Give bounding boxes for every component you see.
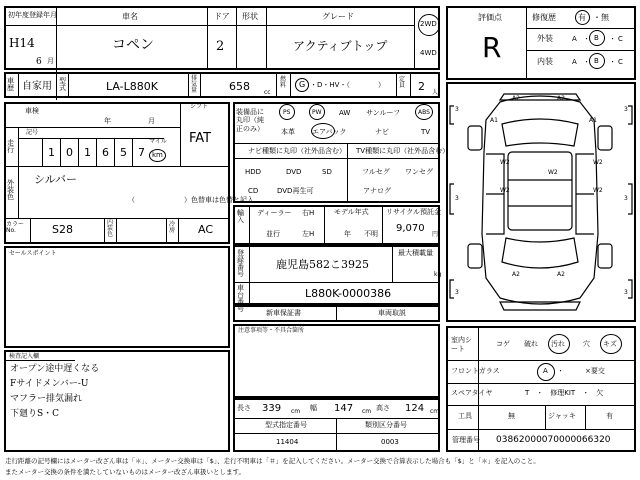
import-label: 輸入: [237, 209, 244, 224]
fuel-options: ・D・HV・（ ）: [310, 81, 385, 89]
score-label: 評価点: [478, 13, 502, 22]
exterior-color: シルバー: [34, 173, 77, 186]
caution-label: 注意事項等・不具合箇所: [238, 327, 305, 334]
doors: 2: [216, 39, 225, 54]
warranty-label: 新車保証書: [266, 309, 301, 317]
grade: アクティブトップ: [293, 39, 388, 53]
chassis-label: 車台番号: [237, 284, 244, 313]
length-label: 長さ: [237, 404, 251, 412]
month-unit: 月: [47, 57, 54, 65]
navi-cd: CD: [248, 187, 259, 195]
ext-grade-b: B: [594, 34, 599, 42]
note-item: オープン途中遅くなる: [10, 364, 100, 374]
color-no: S28: [52, 223, 73, 236]
note-item: 下廻りS・C: [10, 409, 60, 419]
length: 339: [262, 403, 282, 414]
tv-type-label: TV種類に丸印（社外品含む）: [356, 147, 450, 155]
damage-mark: W2: [500, 187, 510, 194]
seat-ana: 穴: [583, 340, 590, 348]
tv-oneseg: ワンセグ: [405, 168, 433, 176]
width-cm: cm: [362, 408, 372, 415]
odometer-digit: 0: [60, 139, 78, 166]
width: 147: [334, 403, 354, 414]
damage-mark: A2: [512, 95, 520, 102]
insp-year-unit: 年: [104, 117, 111, 125]
score: R: [482, 31, 502, 64]
model-year-unknown: 不明: [364, 230, 378, 238]
exterior-color-label: 外装色: [7, 179, 14, 201]
navi-dvd-play: DVD再生可: [277, 187, 314, 195]
jack-label: ジャッキ: [548, 412, 576, 420]
import-right-h: 右H: [302, 209, 315, 217]
damage-mark: W2: [548, 169, 558, 176]
km-label: km: [152, 151, 163, 159]
grade-label: グレード: [322, 12, 354, 21]
model-year-unit: 年: [344, 230, 351, 238]
reg-month: 6: [36, 57, 42, 67]
inspector-label: 検査記入欄: [9, 353, 40, 360]
import-dealer: ディーラー: [257, 209, 292, 217]
odometer-digit: 7: [132, 139, 150, 166]
interior-color-label: 内装色: [107, 219, 114, 238]
height-label: 高さ: [376, 404, 390, 412]
ac-label: 冷房: [169, 221, 176, 234]
odometer-digit: 5: [114, 139, 132, 166]
int-grade-c: C: [618, 58, 623, 66]
drive-4wd: 4WD: [420, 49, 437, 57]
equip-sunroof: サンルーフ: [366, 109, 401, 117]
damage-mark: A1: [490, 117, 498, 124]
ext-dot-2: ・: [609, 35, 616, 43]
vehicle-inspection-label: 車検: [25, 107, 39, 115]
import-parallel: 並行: [266, 230, 280, 238]
bracket-label: 3: [455, 195, 459, 202]
seat-yogore: 汚れ: [551, 340, 565, 348]
windshield-label: フロントガラス: [451, 367, 500, 375]
displacement-label: 排気量: [191, 75, 198, 94]
repair-yes: 有: [578, 13, 586, 22]
displacement: 658: [229, 80, 250, 93]
tv-fullseg: フルセグ: [362, 168, 390, 176]
recycle-amount: 9,070: [396, 223, 425, 234]
manage-label: 管理番号: [452, 436, 480, 444]
length-cm: cm: [291, 408, 301, 415]
seat-label: 室内シート: [451, 336, 472, 354]
model: LA-L880K: [106, 80, 158, 93]
repair-label: 修復歴: [532, 13, 556, 22]
odometer-digit: 1: [78, 139, 96, 166]
class-number: 0003: [381, 438, 399, 446]
damage-mark: W2: [500, 159, 510, 166]
shift: FAT: [189, 131, 212, 146]
kg-unit: kg: [434, 271, 442, 278]
footer-line-1: 走行距離の記号欄にはメーター改ざん車は「＊」、メーター交換車は「$」、走行不明車は「＃」を記入してください。メーター交換で合算表示した場合も「$」と「＊」を記入のこと。: [5, 457, 540, 465]
plate-label: 登録番号: [237, 249, 244, 278]
tools-label: 工具: [458, 412, 472, 420]
damage-mark: W2: [593, 187, 603, 194]
model-label: 型式: [59, 77, 66, 92]
ext-grade-c: C: [618, 35, 623, 43]
footer-line-2: またメーター交換の条件を満たしていないものはメーター改ざん車扱いとします。: [5, 468, 245, 476]
navi-type-label: ナビ種類に丸印（社外品含む）: [248, 147, 346, 155]
ac: AC: [198, 223, 214, 236]
seat-kizu: キズ: [603, 340, 617, 348]
equip-tv: TV: [421, 128, 431, 136]
int-dot-1: ・: [583, 58, 590, 66]
int-dot-2: ・: [609, 58, 616, 66]
note-item: Fサイドメンバー-U: [10, 379, 89, 389]
int-grade-a: A: [572, 58, 577, 66]
capacity-unit: 人: [432, 89, 439, 96]
damage-mark: A2: [557, 271, 565, 278]
bracket-label: 3: [624, 195, 628, 202]
equip-airbag: エアバック: [312, 128, 347, 136]
reg-year: H14: [9, 36, 35, 50]
damage-mark: W2: [593, 159, 603, 166]
plate-number: 鹿児島582こ3925: [276, 258, 369, 271]
fuel-label: 燃料: [280, 76, 287, 89]
height: 124: [405, 403, 425, 414]
damage-mark: A1: [589, 117, 597, 124]
tools-value: 無: [508, 412, 515, 420]
capacity-label: 定員: [399, 76, 406, 89]
navi-sd: SD: [322, 168, 332, 176]
color-no-label: カラーNo.: [6, 221, 25, 234]
ext-dot-1: ・: [583, 35, 590, 43]
recycle-label: リサイクル預託金: [386, 208, 442, 216]
damage-mark: A2: [512, 271, 520, 278]
type-spec-label: 型式指定番号: [265, 421, 307, 429]
equip-leather: 本革: [281, 128, 295, 136]
reg-year-label: 初年度登録年月: [8, 11, 57, 19]
model-year-label: モデル年式: [334, 208, 369, 216]
type-spec: 11404: [276, 438, 299, 446]
repair-no: ・無: [593, 13, 609, 22]
bracket-label: 3: [455, 289, 459, 296]
ext-grade-a: A: [572, 35, 577, 43]
class-label: 類別区分番号: [365, 421, 407, 429]
equip-navi: ナビ: [375, 128, 389, 136]
yen-unit: 円: [432, 231, 439, 238]
car-name: コペン: [112, 37, 154, 53]
exterior-grade-label: 外装: [537, 34, 553, 43]
seat-koge: コゲ: [496, 340, 510, 348]
fuel-g: G: [299, 80, 306, 89]
color-change-note: （ ）色替車は色替と記入: [128, 196, 254, 204]
manage-number: 03862000070000066320: [496, 435, 611, 445]
equip-pw: PW: [312, 109, 322, 116]
navi-dvd: DVD: [286, 168, 302, 176]
bracket-label: 3: [624, 289, 628, 296]
int-grade-b: B: [594, 57, 599, 65]
mile-label: マイル: [149, 138, 167, 145]
doors-label: ドア: [214, 12, 230, 21]
cc-unit: cc: [264, 89, 271, 96]
odo-label: 走行: [7, 139, 14, 154]
equipment-label: 装備品に丸印（純正のみ）: [236, 108, 264, 133]
shape-label: 形状: [242, 12, 258, 21]
navi-hdd: HDD: [245, 168, 262, 176]
damage-mark: A2: [557, 95, 565, 102]
spare-label: スペアタイヤ: [451, 389, 493, 397]
manual-label: 車両取説: [378, 309, 406, 317]
drive-2wd: 2WD: [420, 20, 437, 28]
capacity: 2: [418, 80, 425, 93]
height-cm: cm: [430, 408, 440, 415]
equip-ps: PS: [283, 109, 291, 116]
insp-month-unit: 月: [148, 117, 155, 125]
odometer-digit: 6: [96, 139, 114, 166]
car-name-label: 車名: [122, 12, 138, 21]
import-left-h: 左H: [302, 230, 315, 238]
record-label: 記号: [26, 129, 39, 136]
note-item: マフラー排気漏れ: [10, 394, 83, 404]
sales-point-label: セールスポイント: [9, 250, 57, 257]
car-damage-diagram: [448, 84, 634, 320]
tv-analog: アナログ: [363, 187, 391, 195]
jack-value: 有: [606, 412, 613, 420]
bracket-label: 3: [455, 106, 459, 113]
shift-label: シフト: [190, 103, 209, 110]
max-load-label: 最大積載量: [398, 249, 433, 257]
bracket-label: 3: [624, 106, 628, 113]
windshield-a: A: [543, 367, 548, 375]
interior-grade-label: 内装: [537, 57, 553, 66]
seat-yabure: 破れ: [524, 340, 538, 348]
chassis-number: L880K-0000386: [305, 287, 392, 300]
spare-options: T ・ 修理KIT ・ 欠: [525, 389, 604, 397]
equip-aw: AW: [339, 109, 351, 117]
usage-label: 車歴: [7, 77, 14, 92]
odometer-digit: 1: [42, 139, 60, 166]
usage: 自家用: [22, 81, 52, 92]
width-label: 幅: [310, 404, 317, 412]
windshield-options: ・ ×要交: [557, 367, 605, 375]
equip-abs: ABS: [418, 109, 430, 116]
